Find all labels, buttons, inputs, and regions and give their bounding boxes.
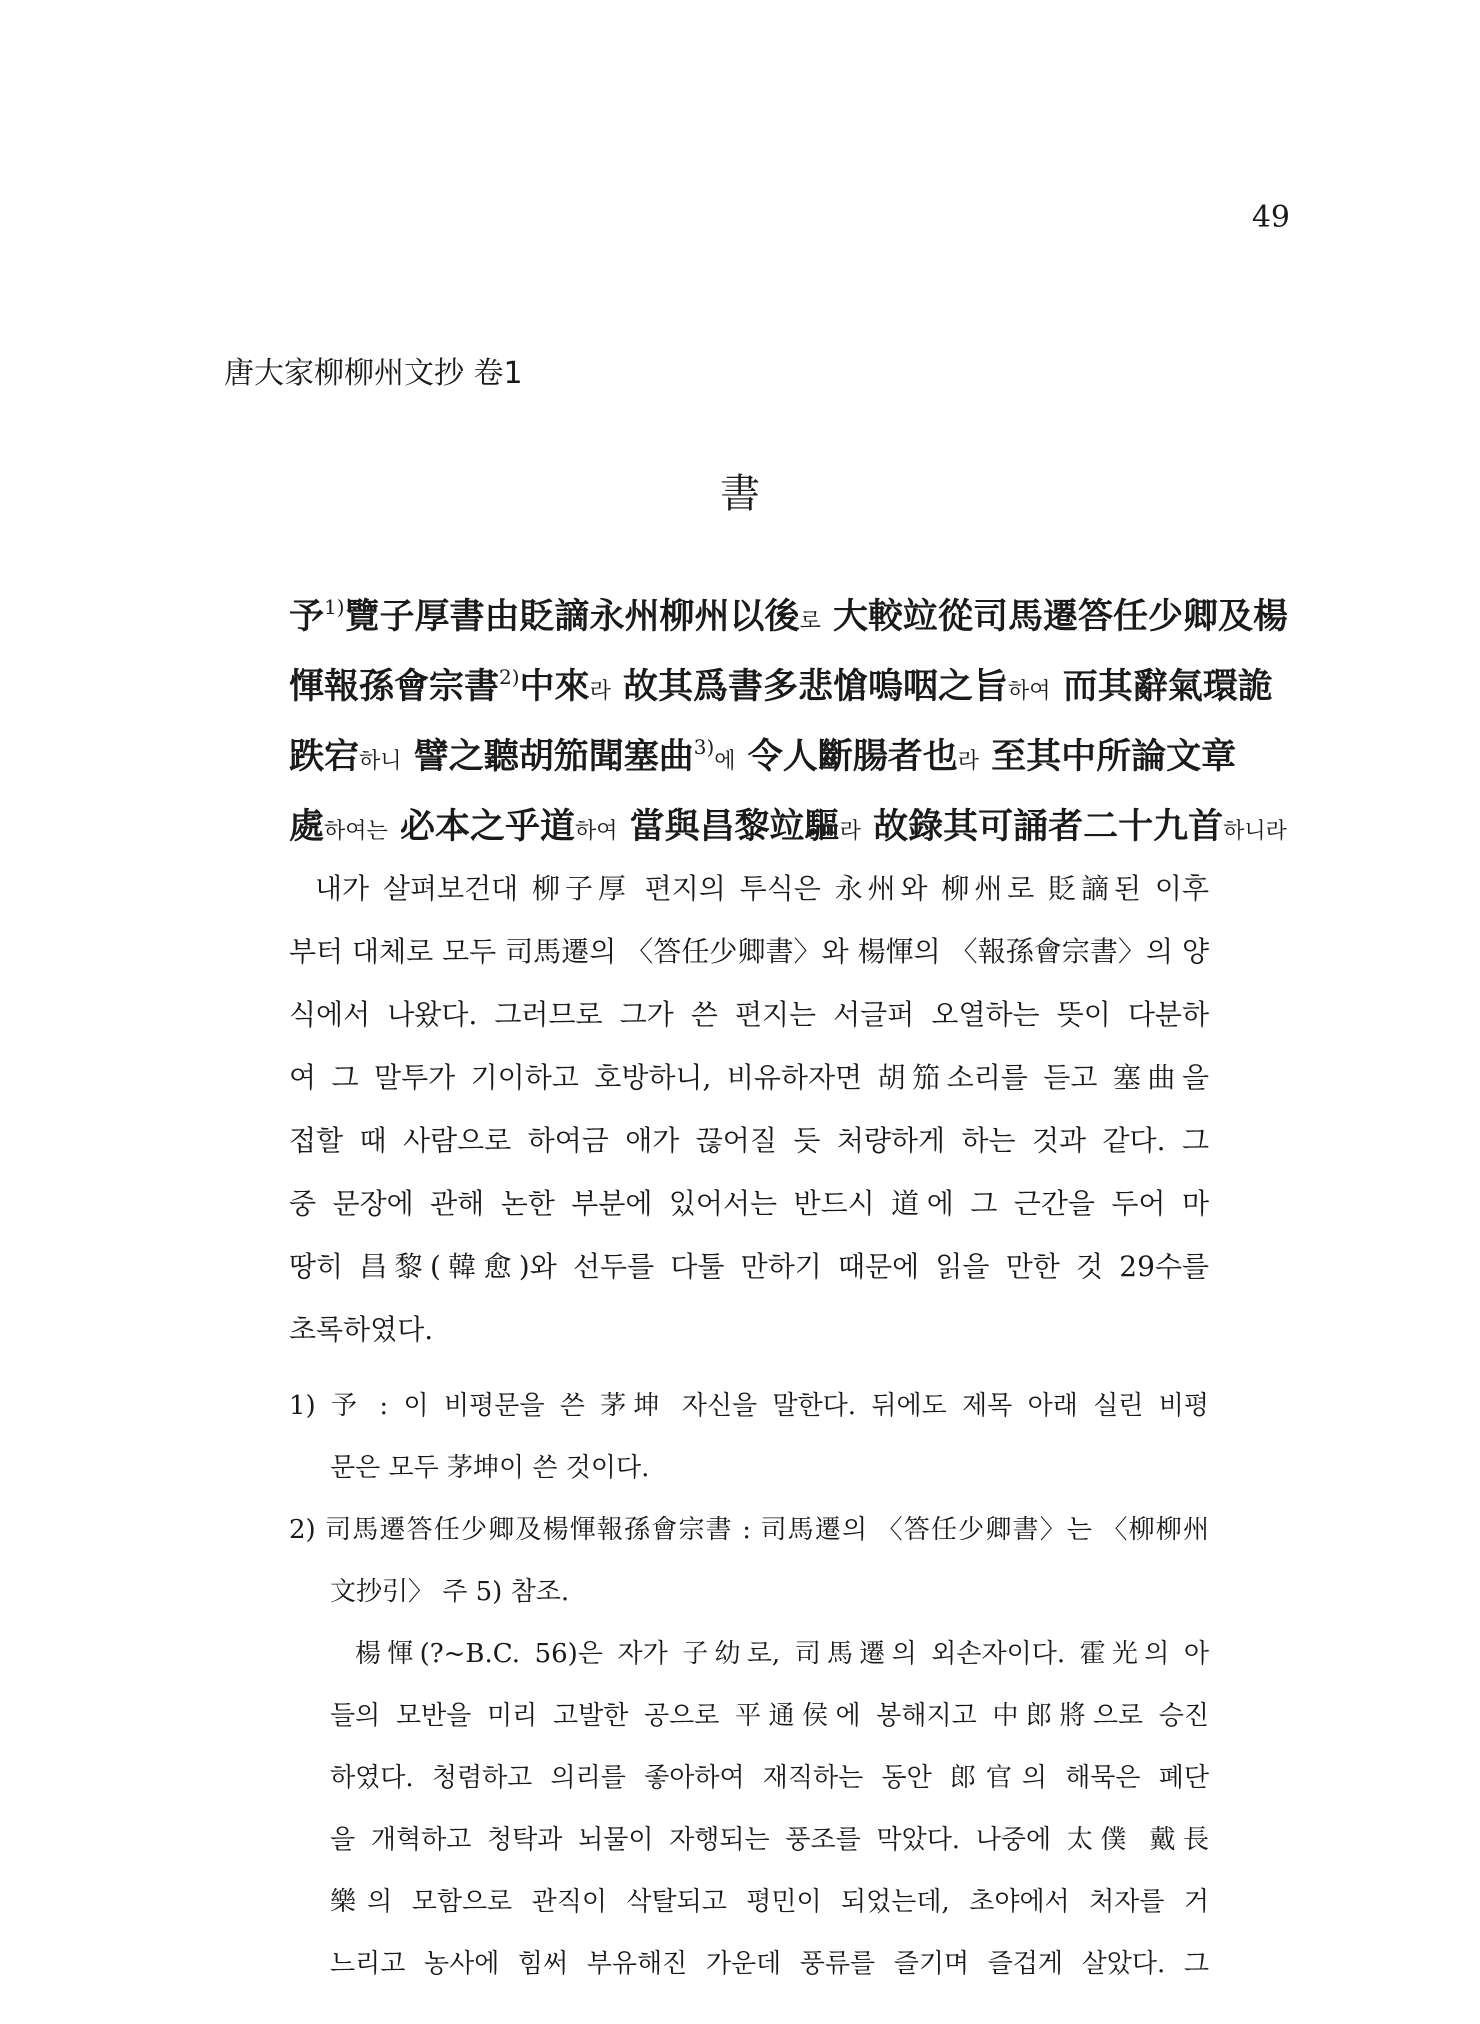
- commentary-line: [289, 802, 1287, 852]
- korean-particle: 하여: [1008, 679, 1051, 704]
- footnote-ref: 3): [693, 735, 715, 759]
- hanja-text: 跌宕: [289, 736, 360, 777]
- translation-line: 여 그 말투가 기이하고 호방하니, 비유하자면 胡笳소리를 듣고 塞曲을: [289, 1061, 1209, 1094]
- translation-line: 부터 대체로 모두 司馬遷의 〈答任少卿書〉와 楊惲의 〈報孫會宗書〉의 양: [289, 935, 1209, 968]
- translation-line: 접할 때 사람으로 하여금 애가 끊어질 듯 처량하게 하는 것과 같다. 그: [289, 1124, 1209, 1157]
- hanja-text: 當與昌黎竝驅: [617, 806, 840, 847]
- hanja-text: 大較竝從司馬遷答任少卿及楊: [820, 596, 1289, 637]
- footnote-line: 하였다. 청렴하고 의리를 좋아하여 재직하는 동안 郎官의 해묵은 폐단: [330, 1763, 1209, 1793]
- commentary-line: [289, 732, 1237, 782]
- hanja-text: 故錄其可誦者二十九首: [860, 806, 1224, 847]
- hanja-text: 覽子厚書由貶謫永州柳州以後: [344, 596, 800, 637]
- commentary-line: [289, 592, 1289, 642]
- page-number: 49: [1251, 200, 1290, 235]
- hanja-text: 故其爲書多悲愴嗚咽之旨: [610, 666, 1009, 707]
- korean-particle: 라: [957, 749, 979, 774]
- hanja-text: 令人斷腸者也: [735, 736, 958, 777]
- korean-particle: 하니: [359, 749, 402, 774]
- footnote-ref: 2): [499, 665, 520, 689]
- hanja-text: 處: [289, 806, 325, 847]
- hanja-text: 必本之乎道: [387, 806, 575, 847]
- korean-particle: 에: [714, 749, 736, 774]
- korean-particle: 하여는: [324, 819, 388, 844]
- footnote-line: 樂의 모함으로 관직이 삭탈되고 평민이 되었는데, 초야에서 처자를 거: [330, 1887, 1209, 1917]
- translation-line: 땅히 昌黎(韓愈)와 선두를 다툴 만하기 때문에 읽을 만한 것 29수를: [289, 1250, 1209, 1283]
- translation-line: 식에서 나왔다. 그러므로 그가 쓴 편지는 서글퍼 오열하는 뜻이 다분하: [289, 998, 1209, 1031]
- book-title: 唐大家柳柳州文抄 卷1: [224, 356, 523, 391]
- footnote-line: 문은 모두 茅坤이 쓴 것이다.: [330, 1453, 650, 1483]
- section-title: 書: [720, 471, 760, 517]
- hanja-text: 而其辭氣環詭: [1050, 666, 1273, 707]
- hanja-text: 惲報孫會宗書: [289, 666, 500, 707]
- footnote-line: 들의 모반을 미리 고발한 공으로 平通侯에 봉해지고 中郎將으로 승진: [330, 1701, 1209, 1731]
- translation-line: 초록하였다.: [289, 1313, 434, 1346]
- footnote-line: 楊惲(?~B.C. 56)은 자가 子幼로, 司馬遷의 외손자이다. 霍光의 아: [355, 1639, 1209, 1669]
- hanja-text: 譬之聽胡笳聞塞曲: [401, 736, 694, 777]
- korean-particle: 로: [799, 609, 821, 634]
- hanja-text: 中來: [519, 666, 590, 707]
- translation-line: 내가 살펴보건대 柳子厚 편지의 투식은 永州와 柳州로 貶謫된 이후: [315, 872, 1209, 905]
- footnote-line: 을 개혁하고 청탁과 뇌물이 자행되는 풍조를 막았다. 나중에 太僕 戴長: [330, 1825, 1209, 1855]
- footnote-2: 2) 司馬遷答任少卿及楊惲報孫會宗書 : 司馬遷의 〈答任少卿書〉는 〈柳柳州: [289, 1515, 1209, 1545]
- footnote-ref: 1): [324, 595, 345, 619]
- korean-particle: 라: [589, 679, 611, 704]
- commentary-line: [289, 662, 1273, 712]
- korean-particle: 라: [839, 819, 861, 844]
- footnote-line: 느리고 농사에 힘써 부유해진 가운데 풍류를 즐기며 즐겁게 살았다. 그: [330, 1949, 1209, 1979]
- korean-particle: 하여: [574, 819, 618, 844]
- hanja-text: 予: [289, 596, 325, 637]
- korean-particle: 하니라: [1223, 819, 1287, 844]
- translation-line: 중 문장에 관해 논한 부분에 있어서는 반드시 道에 그 근간을 두어 마: [289, 1187, 1209, 1220]
- footnote-1: 1) 予 : 이 비평문을 쓴 茅坤 자신을 말한다. 뒤에도 제목 아래 실린 비평: [289, 1391, 1209, 1421]
- hanja-text: 至其中所論文章: [978, 736, 1237, 777]
- footnote-line: 文抄引〉 주 5) 참조.: [330, 1577, 570, 1607]
